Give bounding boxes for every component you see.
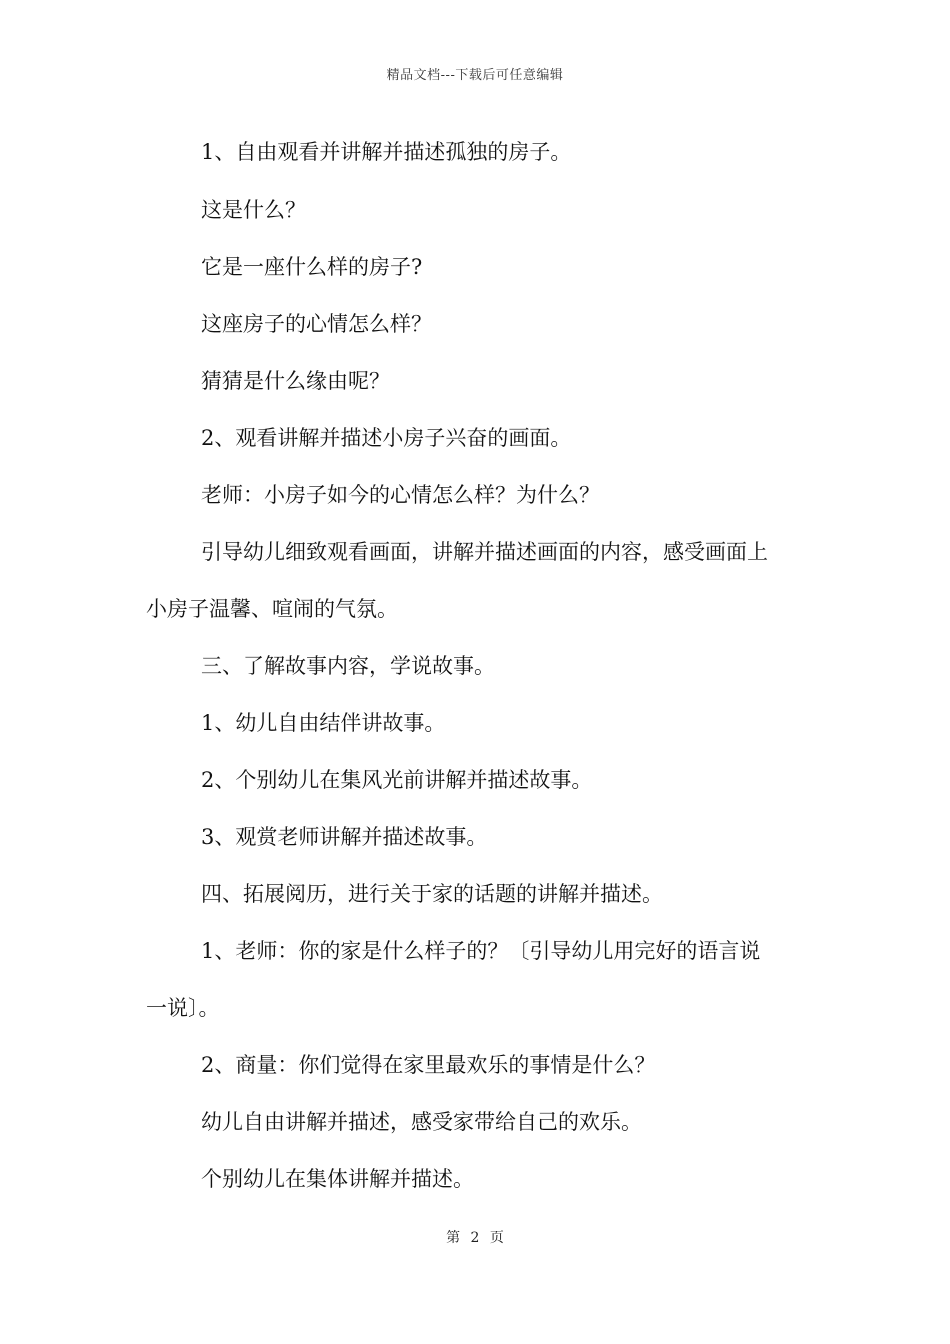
paragraph-8: 引导幼儿细致观看画面，讲解并描述画面的内容，感受画面上	[201, 540, 768, 564]
paragraph-1: 1、自由观看并讲解并描述孤独的房子。	[201, 140, 572, 164]
page-header: 精品文档---下载后可任意编辑	[386, 68, 564, 83]
paragraph-13: 四、拓展阅历，进行关于家的话题的讲解并描述。	[201, 882, 663, 906]
paragraph-7: 老师：小房子如今的心情怎么样？为什么？	[201, 483, 600, 507]
page-footer	[0, 1227, 950, 1247]
paragraph-10: 1、幼儿自由结伴讲故事。	[201, 711, 446, 735]
paragraph-16: 幼儿自由讲解并描述，感受家带给自己的欢乐。	[201, 1110, 642, 1134]
paragraph-2: 这是什么？	[201, 198, 306, 222]
page-number-suffix: 页	[489, 1230, 504, 1246]
paragraph-12: 3、观赏老师讲解并描述故事。	[201, 825, 488, 849]
paragraph-8-continued: 小房子温馨、喧闹的气氛。	[146, 597, 398, 621]
paragraph-5: 猜猜是什么缘由呢？	[201, 369, 390, 393]
paragraph-17: 个别幼儿在集体讲解并描述。	[201, 1167, 474, 1191]
page-number-prefix: 第	[446, 1230, 461, 1246]
paragraph-9: 三、了解故事内容，学说故事。	[201, 654, 495, 678]
page-number: 2	[470, 1230, 480, 1246]
paragraph-3: 它是一座什么样的房子?	[201, 255, 423, 279]
paragraph-6: 2、观看讲解并描述小房子兴奋的画面。	[201, 426, 572, 450]
paragraph-11: 2、个别幼儿在集风光前讲解并描述故事。	[201, 768, 593, 792]
paragraph-15: 2、商量：你们觉得在家里最欢乐的事情是什么？	[201, 1053, 656, 1077]
paragraph-14: 1、老师：你的家是什么样子的？〔引导幼儿用完好的语言说	[201, 939, 761, 963]
paragraph-4: 这座房子的心情怎么样？	[201, 312, 432, 336]
paragraph-14-continued: 一说〕。	[146, 996, 220, 1020]
